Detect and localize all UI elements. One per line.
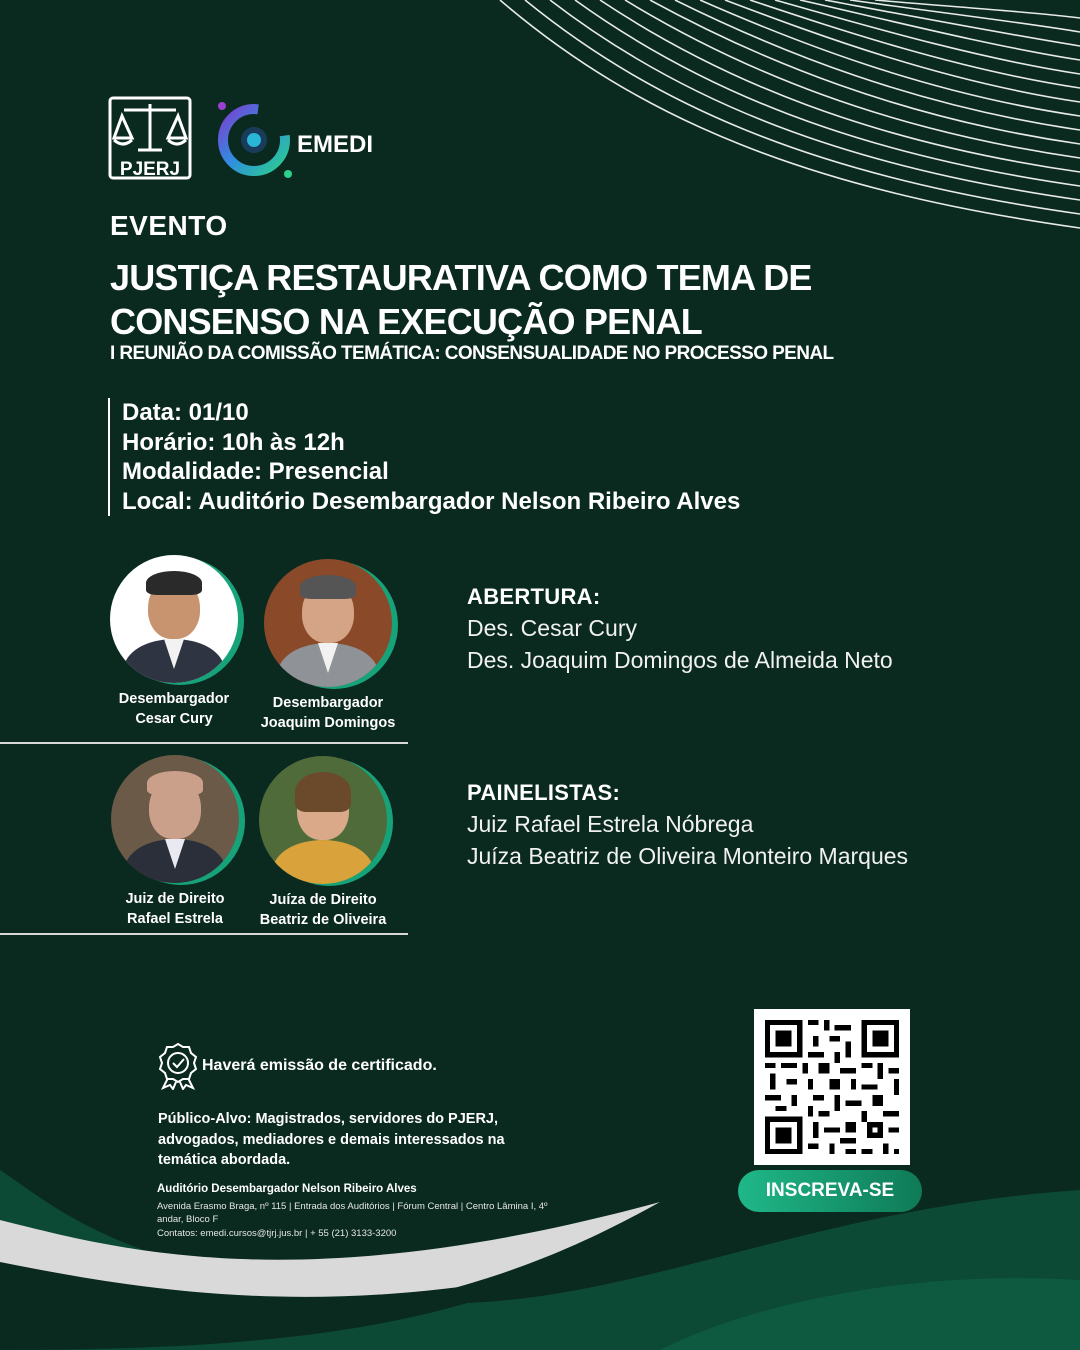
- panelist-item: Juiz Rafael Estrela Nóbrega: [467, 811, 754, 837]
- speaker-card: [95, 755, 255, 929]
- event-title-line: CONSENSO NA EXECUÇÃO PENAL: [110, 301, 702, 342]
- pjerj-logo: [108, 96, 192, 180]
- event-label: EVENTO: [110, 210, 228, 241]
- speaker-name: Beatriz de Oliveira: [259, 912, 387, 928]
- event-info: [108, 398, 740, 516]
- speaker-divider: [0, 933, 408, 935]
- target-audience: Público-Alvo: Magistrados, servidores do PJERJ, advogados, mediadores e demais interessados na temática abordada.: [158, 1111, 505, 1168]
- speaker-card: [243, 756, 403, 930]
- event-title: [110, 256, 930, 344]
- emedi-logo: [212, 98, 382, 182]
- event-date: Data: 01/10: [122, 399, 249, 426]
- speaker-name: Joaquim Domingos: [260, 715, 396, 731]
- svg-text:PJERJ: PJERJ: [119, 159, 181, 180]
- event-location: Local: Auditório Desembargador Nelson Ribeiro Alves: [122, 487, 741, 515]
- speaker-card: [248, 559, 408, 733]
- qr-code-icon[interactable]: [754, 1009, 910, 1165]
- opening-item: Des. Joaquim Domingos de Almeida Neto: [467, 647, 893, 673]
- panelists-heading: PAINELISTAS:: [467, 780, 621, 805]
- venue-name: Auditório Desembargador Nelson Ribeiro Alves: [157, 1183, 417, 1195]
- certificate-note: Haverá emissão de certificado.: [202, 1057, 437, 1074]
- event-time: Horário: 10h às 12h: [122, 428, 345, 456]
- opening-item: Des. Cesar Cury: [467, 615, 637, 641]
- speaker-photo: [264, 559, 392, 687]
- speaker-role: Juíza de Direito: [269, 892, 377, 908]
- speaker-role: Desembargador: [272, 695, 384, 711]
- panelist-item: Juíza Beatriz de Oliveira Monteiro Marques: [467, 843, 909, 869]
- speaker-role: Juiz de Direito: [125, 891, 225, 907]
- svg-text:EMEDI: EMEDI: [297, 131, 374, 158]
- speaker-photo: [111, 755, 239, 883]
- register-button[interactable]: INSCREVA-SE: [738, 1170, 922, 1212]
- speaker-name: Rafael Estrela: [127, 911, 223, 927]
- award-ribbon-icon: [158, 1042, 198, 1090]
- speaker-name: Cesar Cury: [135, 711, 213, 727]
- speaker-card: [94, 555, 254, 729]
- speaker-photo: [259, 756, 387, 884]
- speaker-divider: [0, 742, 408, 744]
- decorative-lines: [480, 0, 1080, 250]
- event-subtitle: I REUNIÃO DA COMISSÃO TEMÁTICA: CONSENSUALIDADE NO PROCESSO PENAL: [110, 343, 834, 364]
- speaker-photo: [110, 555, 238, 683]
- panelists-section: [467, 780, 908, 872]
- opening-heading: ABERTURA:: [467, 584, 601, 609]
- event-title-line: JUSTIÇA RESTAURATIVA COMO TEMA DE: [110, 257, 812, 298]
- venue-contacts: Contatos: emedi.cursos@tjrj.jus.br | + 55 (21) 3133-3200: [157, 1228, 397, 1239]
- venue-address: Avenida Erasmo Braga, nº 115 | Entrada dos Auditórios | Fórum Central | Centro Lâmina I, 4º andar, Bloco F: [157, 1201, 548, 1225]
- event-modality: Modalidade: Presencial: [122, 458, 389, 485]
- speaker-role: Desembargador: [118, 691, 230, 707]
- opening-section: [467, 584, 893, 676]
